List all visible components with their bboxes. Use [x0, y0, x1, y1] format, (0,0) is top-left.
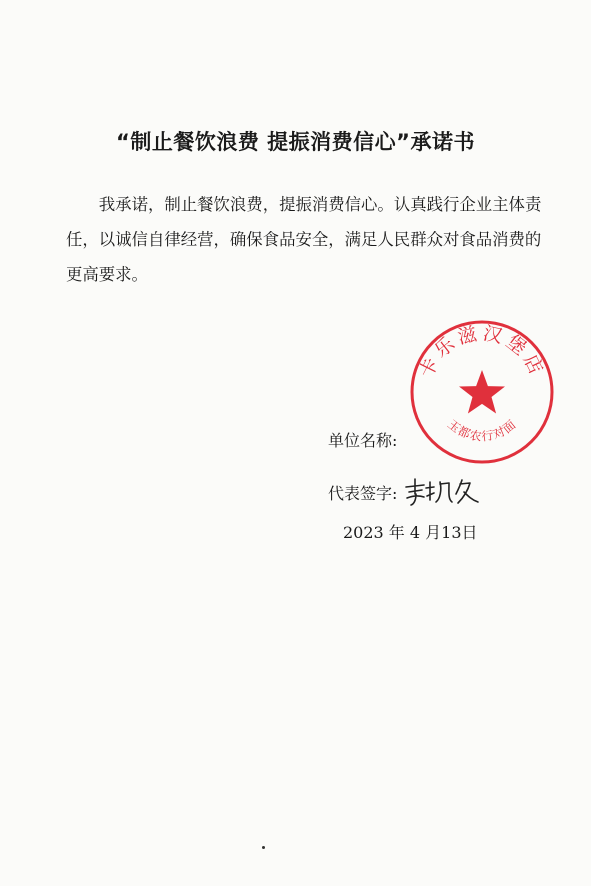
unit-name-label: 单位名称: [328, 431, 398, 450]
pledge-body: 我承诺，制止餐饮浪费，提振消费信心。认真践行企业主体责任，以诚信自律经营，确保食品安全，满足人民群众对食品消费的更高要求。 [66, 195, 542, 284]
handwritten-signature [402, 472, 492, 508]
seal-name-text: 卡乐滋汉堡店 [415, 322, 549, 382]
seal-star-icon [459, 370, 505, 414]
scan-speck [262, 846, 265, 849]
company-seal [408, 318, 556, 466]
representative-label: 代表签字: [328, 484, 398, 503]
document-title: “制止餐饮浪费 提振消费信心”承诺书 [116, 130, 475, 154]
seal-address-text: 玉都农行对面 [444, 417, 520, 444]
date-text: 2023 年 4 月13日 [343, 523, 478, 542]
